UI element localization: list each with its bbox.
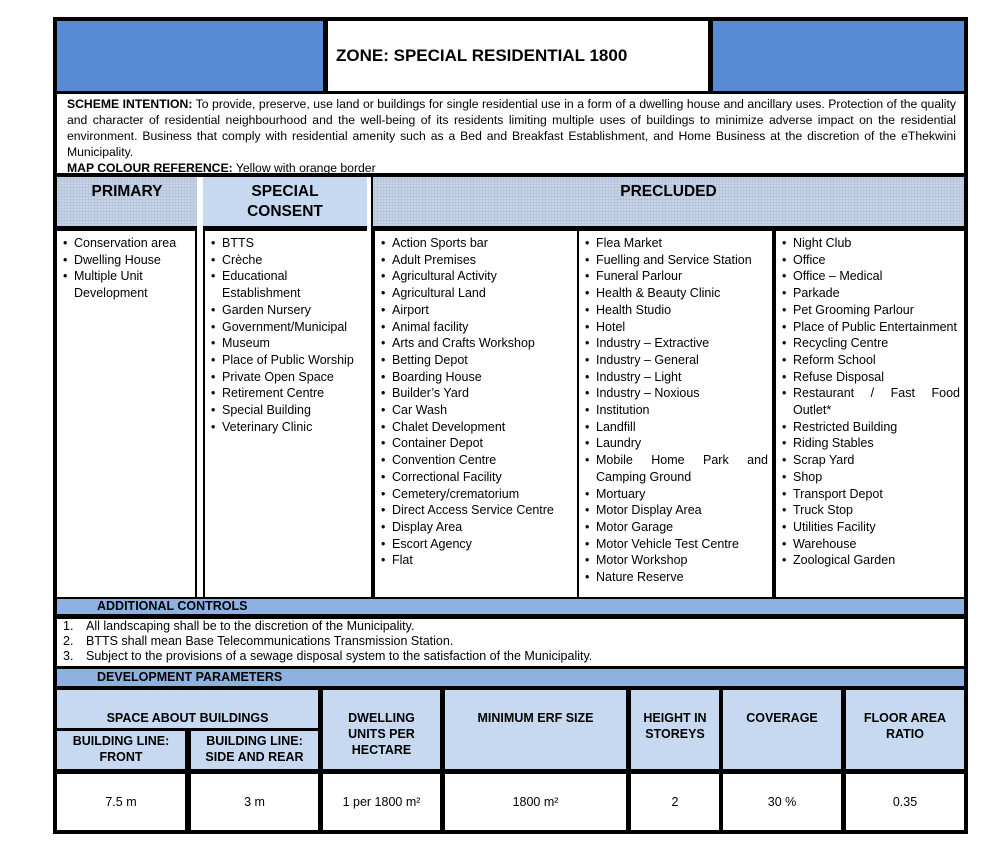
scheme-intention xyxy=(57,94,964,173)
precluded-use-item: • Transport Depot xyxy=(782,486,960,503)
coverage-header xyxy=(723,690,841,769)
precluded-use-item: • Industry – Light xyxy=(585,369,768,386)
special-consent-item: • Crèche xyxy=(211,252,363,269)
building-line-side-rear-label: BUILDING LINE: SIDE AND REAR xyxy=(205,734,304,764)
precluded-use-item: • Builder’s Yard xyxy=(381,385,573,402)
column-gap xyxy=(367,177,371,597)
precluded-use-item: • Truck Stop xyxy=(782,502,960,519)
precluded-use-item: • Shop xyxy=(782,469,960,486)
special-consent-item: • BTTS xyxy=(211,235,363,252)
dwelling-units-header xyxy=(323,690,440,769)
precluded-use-item: • Health & Beauty Clinic xyxy=(585,285,768,302)
precluded-use-item: • Car Wash xyxy=(381,402,573,419)
precluded-col2-cell xyxy=(579,231,772,597)
precluded-use-item: • Office xyxy=(782,252,960,269)
special-consent-list-cell xyxy=(205,231,367,597)
additional-controls-header xyxy=(57,599,964,614)
precluded-use-item: • Institution xyxy=(585,402,768,419)
precluded-use-item: • Scrap Yard xyxy=(782,452,960,469)
precluded-use-item: • Mortuary xyxy=(585,486,768,503)
special-consent-header-line1: SPECIAL xyxy=(251,183,319,200)
precluded-use-item: • Agricultural Activity xyxy=(381,268,573,285)
floor-area-ratio-value xyxy=(846,774,964,830)
floor-area-ratio-header xyxy=(846,690,964,769)
dwelling-units-value xyxy=(323,774,440,830)
precluded-use-item: • Fuelling and Service Station xyxy=(585,252,768,269)
precluded-use-item: • Motor Workshop xyxy=(585,552,768,569)
precluded-use-item: • Industry – Noxious xyxy=(585,385,768,402)
special-consent-item: • Garden Nursery xyxy=(211,302,363,319)
height-in-storeys-value xyxy=(631,774,719,830)
precluded-list-2 xyxy=(579,231,772,586)
special-consent-item: • Private Open Space xyxy=(211,369,363,386)
precluded-use-item: • Laundry xyxy=(585,435,768,452)
precluded-use-item: • Flea Market xyxy=(585,235,768,252)
building-line-front-label: BUILDING LINE: FRONT xyxy=(72,734,170,764)
special-consent-item: • Museum xyxy=(211,335,363,352)
precluded-use-item: • Hotel xyxy=(585,319,768,336)
precluded-use-item: • Motor Garage xyxy=(585,519,768,536)
precluded-use-item: • Restricted Building xyxy=(782,419,960,436)
precluded-use-item: • Zoological Garden xyxy=(782,552,960,569)
precluded-use-item: • Arts and Crafts Workshop xyxy=(381,335,573,352)
precluded-use-item: • Flat xyxy=(381,552,573,569)
precluded-use-item: • Warehouse xyxy=(782,536,960,553)
building-line-front-value xyxy=(57,774,185,830)
precluded-use-item: • Display Area xyxy=(381,519,573,536)
additional-control-number: 2. xyxy=(63,634,74,648)
precluded-use-item: • Animal facility xyxy=(381,319,573,336)
precluded-col1-cell xyxy=(375,231,577,597)
building-line-side-rear-value xyxy=(191,774,318,830)
primary-list xyxy=(57,231,195,302)
precluded-use-item: • Mobile Home Park and Camping Ground xyxy=(585,452,768,485)
map-colour-label: MAP COLOUR REFERENCE: xyxy=(67,161,233,175)
precluded-use-item: • Motor Vehicle Test Centre xyxy=(585,536,768,553)
precluded-use-item: • Chalet Development xyxy=(381,419,573,436)
building-line-front-header xyxy=(57,731,185,769)
special-consent-item: • Veterinary Clinic xyxy=(211,419,363,436)
precluded-use-item: • Reform School xyxy=(782,352,960,369)
special-consent-item: • Place of Public Worship xyxy=(211,352,363,369)
scheme-intention-text: To provide, preserve, use land or buildings for single residential use in a form of a dwelling house and ancillary uses. Protection of the quality and character of residential neighbourhood and the well-being of its residents limiting multiple uses of buildings to minimize adverse impact on the residential environment. Business that comply with residential amenity such as a Bed and Breakfast Establishment, and Home Business at the discretion of the eThekwini Municipality. xyxy=(67,97,956,159)
additional-control-text: Subject to the provisions of a sewage disposal system to the satisfaction of the Municipality. xyxy=(86,649,593,663)
precluded-use-item: • Parkade xyxy=(782,285,960,302)
special-consent-item: • Government/Municipal xyxy=(211,319,363,336)
precluded-use-item: • Correctional Facility xyxy=(381,469,573,486)
map-colour-text: Yellow with orange border xyxy=(232,161,376,175)
coverage-label: COVERAGE xyxy=(746,711,818,725)
precluded-use-item: • Restaurant / Fast Food Outlet* xyxy=(782,385,960,418)
space-about-buildings-header xyxy=(57,690,318,728)
additional-control-text: BTTS shall mean Base Telecommunications Transmission Station. xyxy=(86,634,454,648)
additional-controls-body xyxy=(57,619,964,666)
title-left-blue-cell xyxy=(57,21,323,91)
precluded-use-item: • Place of Public Entertainment xyxy=(782,319,960,336)
dwelling-units-text: 1 per 1800 m² xyxy=(342,795,421,809)
precluded-list-1 xyxy=(375,231,577,569)
precluded-use-item: • Utilities Facility xyxy=(782,519,960,536)
precluded-use-item: • Funeral Parlour xyxy=(585,268,768,285)
precluded-use-item: • Riding Stables xyxy=(782,435,960,452)
additional-controls-title: ADDITIONAL CONTROLS xyxy=(97,599,248,613)
additional-control-number: 3. xyxy=(63,649,74,663)
column-gap xyxy=(197,177,203,597)
building-line-front-text: 7.5 m xyxy=(105,795,137,809)
scheme-intention-label: SCHEME INTENTION: xyxy=(67,97,193,111)
precluded-use-item: • Escort Agency xyxy=(381,536,573,553)
precluded-use-item: • Industry – Extractive xyxy=(585,335,768,352)
precluded-use-item: • Agricultural Land xyxy=(381,285,573,302)
minimum-erf-size-value xyxy=(445,774,626,830)
precluded-use-item: • Airport xyxy=(381,302,573,319)
precluded-use-item: • Direct Access Service Centre xyxy=(381,502,573,519)
coverage-text: 30 % xyxy=(767,795,797,809)
title-right-blue-cell xyxy=(713,21,964,91)
precluded-use-item: • Pet Grooming Parlour xyxy=(782,302,960,319)
special-consent-item: • Educational Establishment xyxy=(211,268,363,301)
additional-control-text: All landscaping shall be to the discretion of the Municipality. xyxy=(86,619,415,633)
additional-controls-list xyxy=(57,619,964,664)
precluded-use-item: • Convention Centre xyxy=(381,452,573,469)
precluded-use-item: • Nature Reserve xyxy=(585,569,768,586)
primary-header xyxy=(57,177,197,226)
precluded-use-item: • Cemetery/crematorium xyxy=(381,486,573,503)
development-parameters-title: DEVELOPMENT PARAMETERS xyxy=(97,670,283,684)
precluded-col3-cell xyxy=(776,231,964,597)
precluded-use-item: • Adult Premises xyxy=(381,252,573,269)
primary-use-item: • Conservation area xyxy=(63,235,191,252)
primary-header-label: PRIMARY xyxy=(91,183,163,200)
minimum-erf-size-header xyxy=(445,690,626,769)
special-consent-item: • Special Building xyxy=(211,402,363,419)
additional-control-item xyxy=(63,649,964,664)
height-in-storeys-text: 2 xyxy=(671,795,679,809)
primary-list-cell xyxy=(57,231,195,597)
precluded-use-item: • Container Depot xyxy=(381,435,573,452)
special-consent-list xyxy=(205,231,367,435)
additional-control-number: 1. xyxy=(63,619,74,633)
zone-title: ZONE: SPECIAL RESIDENTIAL 1800 xyxy=(328,21,708,91)
dwelling-units-label: DWELLING UNITS PER HECTARE xyxy=(348,711,415,757)
coverage-value xyxy=(723,774,841,830)
minimum-erf-size-label: MINIMUM ERF SIZE xyxy=(477,711,594,725)
minimum-erf-size-text: 1800 m² xyxy=(512,795,559,809)
special-consent-item: • Retirement Centre xyxy=(211,385,363,402)
special-consent-header-line2: CONSENT xyxy=(247,203,323,220)
precluded-header xyxy=(373,177,964,226)
precluded-use-item: • Night Club xyxy=(782,235,960,252)
precluded-use-item: • Motor Display Area xyxy=(585,502,768,519)
height-in-storeys-label: HEIGHT IN STOREYS xyxy=(643,711,707,741)
precluded-header-label: PRECLUDED xyxy=(620,183,717,200)
precluded-use-item: • Action Sports bar xyxy=(381,235,573,252)
precluded-use-item: • Recycling Centre xyxy=(782,335,960,352)
primary-use-item: • Multiple Unit Development xyxy=(63,268,191,301)
special-consent-header xyxy=(203,177,367,226)
precluded-use-item: • Refuse Disposal xyxy=(782,369,960,386)
building-line-side-rear-header xyxy=(191,731,318,769)
precluded-use-item: • Office – Medical xyxy=(782,268,960,285)
precluded-use-item: • Landfill xyxy=(585,419,768,436)
height-in-storeys-header xyxy=(631,690,719,769)
additional-control-item xyxy=(63,619,964,634)
floor-area-ratio-label: FLOOR AREA RATIO xyxy=(863,711,947,741)
primary-use-item: • Dwelling House xyxy=(63,252,191,269)
floor-area-ratio-text: 0.35 xyxy=(892,795,918,809)
space-about-buildings-label: SPACE ABOUT BUILDINGS xyxy=(106,711,269,725)
precluded-list-3 xyxy=(776,231,964,569)
additional-control-item xyxy=(63,634,964,649)
precluded-use-item: • Betting Depot xyxy=(381,352,573,369)
precluded-use-item: • Industry – General xyxy=(585,352,768,369)
building-line-side-rear-text: 3 m xyxy=(244,795,265,809)
precluded-use-item: • Boarding House xyxy=(381,369,573,386)
precluded-use-item: • Health Studio xyxy=(585,302,768,319)
development-parameters-header xyxy=(57,669,964,686)
